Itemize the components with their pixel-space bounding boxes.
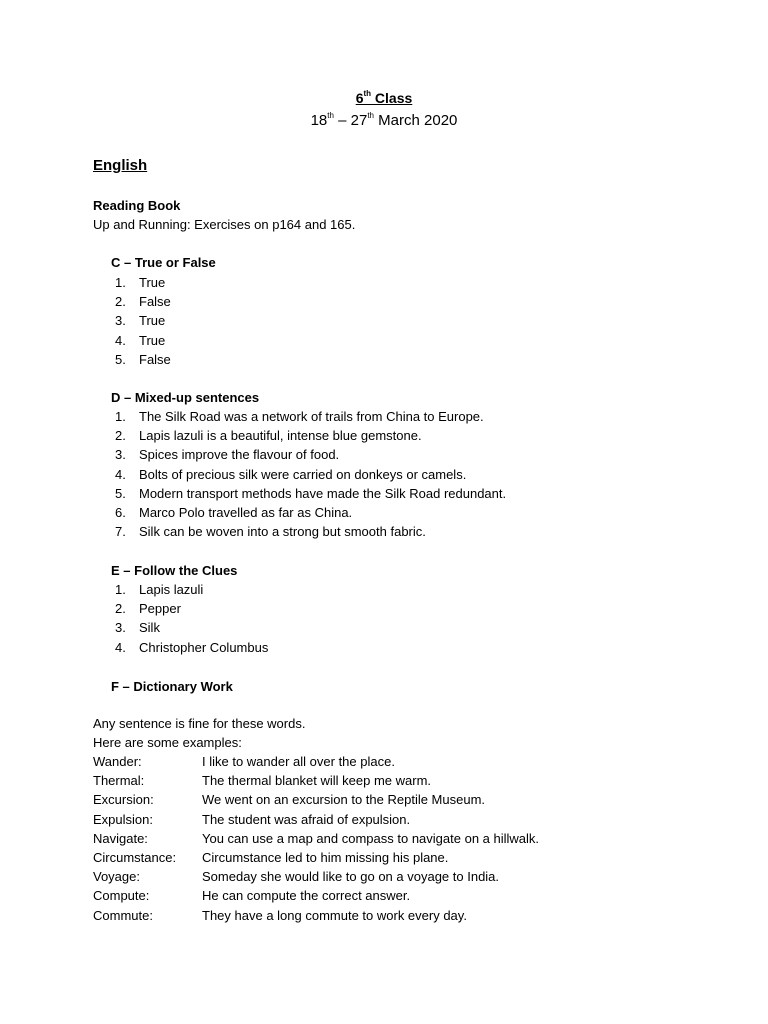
dictionary-list — [93, 752, 539, 925]
list-text: Spices improve the flavour of food. — [139, 447, 340, 463]
list-number: 1. — [115, 409, 126, 424]
list-item — [111, 465, 506, 484]
list-item — [111, 618, 268, 637]
dictionary-word: Circumstance: — [93, 849, 177, 865]
list-item — [111, 638, 268, 657]
list-number: 2. — [115, 428, 126, 444]
subject-heading: English — [93, 157, 148, 174]
list-text: The Silk Road was a network of trails from China to Europe. — [139, 409, 484, 424]
section-e-heading: E – Follow the Clues — [111, 563, 238, 578]
dictionary-entry — [93, 829, 539, 848]
dictionary-word: Thermal: — [93, 773, 145, 789]
date-start: 18 — [310, 112, 328, 129]
list-number: 3. — [115, 447, 126, 463]
list-text: False — [139, 351, 171, 367]
list-text: True — [139, 313, 166, 329]
date-range — [0, 110, 768, 132]
list-text: Marco Polo travelled as far as China. — [139, 504, 353, 520]
list-item — [111, 580, 268, 599]
list-text: Lapis lazuli — [139, 582, 204, 597]
dictionary-entry — [93, 848, 539, 867]
class-word: Class — [371, 90, 413, 106]
list-number: 6. — [115, 504, 126, 520]
list-item — [111, 426, 506, 445]
list-text: True — [139, 332, 166, 348]
list-item — [111, 331, 171, 350]
reading-heading: Reading Book — [93, 198, 181, 213]
list-text: Bolts of precious silk were carried on donkeys or camels. — [139, 466, 467, 482]
list-text: Silk can be woven into a strong but smooth fabric. — [139, 524, 426, 540]
list-number: 2. — [115, 601, 126, 617]
dictionary-sentence: You can use a map and compass to navigate on a hillwalk. — [202, 830, 540, 846]
section-c-heading: C – True or False — [111, 255, 216, 270]
list-number: 4. — [115, 466, 126, 482]
list-item — [111, 599, 268, 618]
class-number: 6 — [355, 90, 364, 106]
dictionary-sentence: I like to wander all over the place. — [202, 754, 395, 769]
list-text: Christopher Columbus — [139, 639, 269, 655]
dictionary-word: Navigate: — [93, 830, 148, 846]
list-text: Silk — [139, 620, 160, 636]
dictionary-entry — [93, 790, 539, 809]
list-text: Pepper — [139, 601, 181, 617]
list-number: 3. — [115, 620, 126, 636]
reading-intro: Up and Running: Exercises on p164 and 165. — [93, 217, 356, 232]
list-number: 1. — [115, 582, 126, 597]
class-title — [0, 88, 768, 108]
date-end-suffix: th — [367, 111, 374, 120]
list-text: Lapis lazuli is a beautiful, intense blue gemstone. — [139, 428, 422, 444]
list-item — [111, 484, 506, 503]
list-text: False — [139, 294, 171, 310]
list-item — [111, 445, 506, 464]
list-number: 3. — [115, 313, 126, 329]
class-number-suffix: th — [363, 89, 372, 99]
list-number: 1. — [115, 275, 126, 290]
dictionary-entry — [93, 906, 539, 925]
date-start-suffix: th — [327, 111, 334, 120]
section-e-list — [111, 580, 268, 657]
section-f-note: Here are some examples: — [93, 735, 242, 750]
dictionary-sentence: Someday she would like to go on a voyage to India. — [202, 869, 500, 885]
list-number: 5. — [115, 351, 126, 367]
section-f-heading: F – Dictionary Work — [111, 679, 233, 694]
dictionary-entry — [93, 771, 539, 790]
dictionary-sentence: Circumstance led to him missing his plane. — [202, 849, 449, 865]
dictionary-sentence: The thermal blanket will keep me warm. — [202, 773, 432, 789]
list-item — [111, 522, 506, 541]
list-item — [111, 311, 171, 330]
list-number: 5. — [115, 485, 126, 501]
dictionary-entry — [93, 867, 539, 886]
date-end: – 27 — [333, 112, 368, 129]
date-month-year: March 2020 — [374, 112, 458, 129]
dictionary-sentence: We went on an excursion to the Reptile Museum. — [202, 792, 486, 808]
list-number: 2. — [115, 294, 126, 310]
dictionary-word: Wander: — [93, 754, 142, 769]
dictionary-entry — [93, 752, 539, 771]
dictionary-entry — [93, 810, 539, 829]
section-c-list — [111, 273, 171, 369]
list-text: Modern transport methods have made the Silk Road redundant. — [139, 485, 507, 501]
dictionary-word: Compute: — [93, 888, 150, 904]
list-item — [111, 503, 506, 522]
list-text: True — [139, 275, 166, 290]
section-d-heading: D – Mixed-up sentences — [111, 390, 260, 405]
dictionary-word: Commute: — [93, 907, 153, 923]
dictionary-word: Voyage: — [93, 869, 140, 885]
list-item — [111, 273, 171, 292]
list-number: 4. — [115, 639, 126, 655]
dictionary-entry — [93, 886, 539, 905]
dictionary-sentence: The student was afraid of expulsion. — [202, 811, 411, 827]
list-item — [111, 407, 506, 426]
list-item — [111, 350, 171, 369]
dictionary-word: Excursion: — [93, 792, 154, 808]
list-number: 7. — [115, 524, 126, 540]
dictionary-sentence: He can compute the correct answer. — [202, 888, 411, 904]
section-f-note: Any sentence is fine for these words. — [93, 716, 306, 731]
dictionary-word: Expulsion: — [93, 811, 153, 827]
section-d-list — [111, 407, 506, 541]
list-item — [111, 292, 171, 311]
dictionary-sentence: They have a long commute to work every day. — [202, 907, 467, 923]
list-number: 4. — [115, 332, 126, 348]
